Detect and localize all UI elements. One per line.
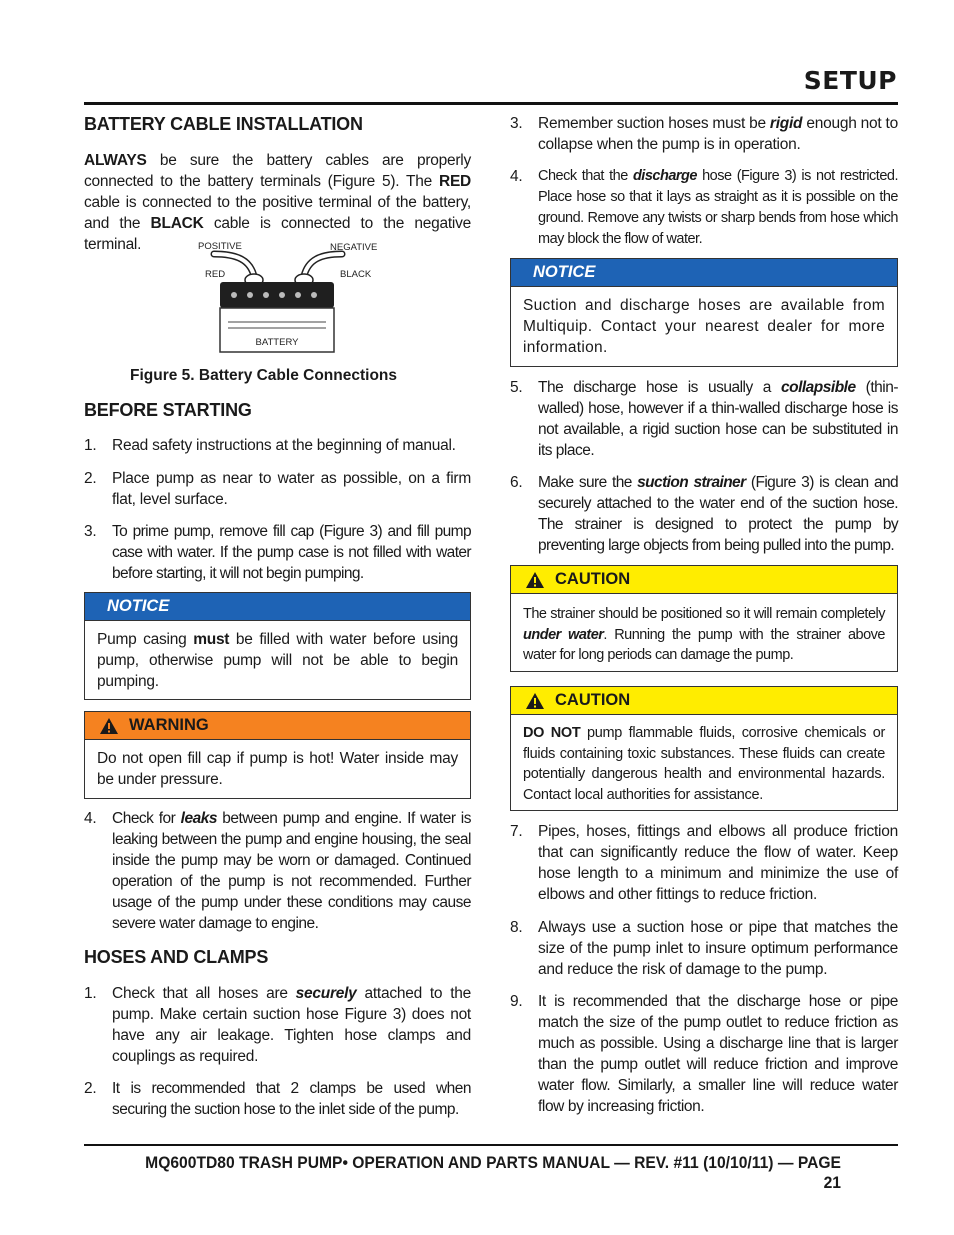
list-text: It is recommended that the discharge hose or pipe match the size of the pump outlet to reduce friction as much as possible. Using a discharge line that is larger than the pump outlet will reduce friction and improve water flow. Similarly, a smaller line will reduce water flow by increasing friction. xyxy=(538,993,898,1115)
list-number: 7. xyxy=(510,823,523,840)
notice-text-1: Pump casing xyxy=(97,631,194,648)
figure-black-label: BLACK xyxy=(340,269,372,280)
r3-text-1: Remember suction hoses must be xyxy=(538,115,770,132)
r6-text-2: (Figure 3) is clean and securely attached to the water end of the suction hose. The strainer is designed to protect the pump by preventing large objects from being pulled into the pump. xyxy=(538,474,899,554)
list-item xyxy=(84,1078,471,1120)
list-text xyxy=(538,472,898,556)
caution-text xyxy=(511,715,897,805)
figure-battery-label: BATTERY xyxy=(255,337,299,348)
list-text: To prime pump, remove fill cap (Figure 3) and fill pump case with water. If the pump case is not filled with water before starting, it will not begin pumping. xyxy=(112,523,471,582)
figure-negative-label: NEGATIVE xyxy=(330,242,378,253)
list-item xyxy=(510,917,898,980)
list-item xyxy=(84,983,471,1067)
list-number: 5. xyxy=(510,379,523,396)
list-item xyxy=(510,166,898,250)
list-number: 1. xyxy=(84,985,97,1002)
list-number: 9. xyxy=(510,993,523,1010)
caution-label: CAUTION xyxy=(555,691,631,709)
battery-figure xyxy=(192,238,378,356)
notice-label: NOTICE xyxy=(511,259,897,287)
warning-label: WARNING xyxy=(129,716,209,734)
list-text: Place pump as near to water as possible, on a firm flat, level surface. xyxy=(112,470,471,508)
list-item xyxy=(510,991,898,1117)
footer-rule xyxy=(84,1144,898,1146)
list-number: 8. xyxy=(510,919,523,936)
list-item xyxy=(510,377,898,461)
hose1-text-1: Check that all hoses are xyxy=(112,985,296,1002)
warning-text: Do not open fill cap if pump is hot! Water inside may be under pressure. xyxy=(97,750,458,788)
list-number: 2. xyxy=(84,470,97,487)
r6-emphasis: suction strainer xyxy=(637,474,746,491)
list-number: 1. xyxy=(84,437,97,454)
r5-emphasis: collapsible xyxy=(780,379,856,396)
notice-bold: must xyxy=(193,631,230,648)
caution-text xyxy=(511,594,897,666)
always-text: ALWAYS xyxy=(84,152,147,169)
notice-text-2: be filled with water before using pump, otherwise pump will not be able to begin pumping. xyxy=(97,631,458,690)
item4-text-1: Check for xyxy=(112,810,181,827)
list-text xyxy=(538,377,898,461)
warning-bar xyxy=(85,712,470,740)
list-item xyxy=(510,113,898,155)
hose1-emphasis: securely xyxy=(295,985,357,1002)
r4-text-2: hose (Figure 3) is not restricted. Place hose so that it lays as straight as it is possible on the ground. Remove any twists or sharp bends from hose which may block the flow of water. xyxy=(538,168,898,247)
header-rule xyxy=(84,102,898,105)
battery-text-1: be sure the battery cables are properly connected to the battery terminals (Figure 5). The xyxy=(84,152,471,190)
caution2-text: pump flammable fluids, corrosive chemicals or fluids containing toxic substances. These fluids can create potentially dangerous health and environmental hazards. Contact local authorities for assistance. xyxy=(523,725,885,803)
list-text xyxy=(112,983,471,1067)
notice-label: NOTICE xyxy=(85,593,470,621)
battery-cable-heading: BATTERY CABLE INSTALLATION xyxy=(84,114,363,134)
notice-box xyxy=(510,258,898,367)
caution1-emphasis: under water xyxy=(523,626,604,643)
list-item xyxy=(84,808,471,934)
hose1-text-2: attached to the pump. Make certain suction hose Figure 3) does not have any air leakage. Tighten hose clamps and couplings as required. xyxy=(112,985,471,1065)
warning-box xyxy=(84,711,471,799)
r6-text-1: Make sure the xyxy=(538,474,638,491)
list-item xyxy=(84,521,471,584)
figure-caption: Figure 5. Battery Cable Connections xyxy=(130,367,397,384)
caution1-text-1: The strainer should be positioned so it will remain completely xyxy=(523,606,885,622)
list-number: 4. xyxy=(510,168,523,185)
page-footer: MQ600TD80 TRASH PUMP• OPERATION AND PARTS MANUAL — REV. #11 (10/10/11) — PAGE 21 xyxy=(145,1153,841,1192)
list-number: 3. xyxy=(510,115,523,132)
battery-text-3: cable is connected to the negative terminal. xyxy=(84,215,471,253)
item4-emphasis: leaks xyxy=(180,810,217,827)
list-text: Always use a suction hose or pipe that matches the size of the pump inlet to insure optimum performance and reduce the risk of damage to the pump. xyxy=(538,919,898,978)
battery-text-2: cable is connected to the positive terminal of the battery, and the xyxy=(84,194,471,232)
list-text xyxy=(538,113,898,155)
before-starting-heading: BEFORE STARTING xyxy=(84,400,252,420)
notice-text xyxy=(85,621,470,692)
list-number: 4. xyxy=(84,810,97,827)
caution2-bold: DO NOT xyxy=(523,725,581,741)
list-item xyxy=(510,821,898,905)
r4-text-1: Check that the xyxy=(538,168,633,184)
notice-box xyxy=(84,592,471,700)
caution-label: CAUTION xyxy=(555,570,631,588)
red-text: RED xyxy=(439,173,471,190)
list-text xyxy=(112,808,471,934)
list-number: 3. xyxy=(84,523,97,540)
r4-emphasis: discharge xyxy=(632,168,697,184)
list-text xyxy=(538,166,898,250)
r3-text-2: enough not to collapse when the pump is in operation. xyxy=(538,115,898,153)
r5-text-2: (thin-walled) hose, however if a thin-walled discharge hose is not available, a rigid suction hose can be substituted in its place. xyxy=(538,379,898,459)
warning-icon xyxy=(525,692,545,710)
caution-box xyxy=(510,565,898,672)
list-text: It is recommended that 2 clamps be used when securing the suction hose to the inlet side of the pump. xyxy=(112,1080,471,1118)
black-text: BLACK xyxy=(150,215,204,232)
warning-icon xyxy=(99,717,119,735)
list-number: 6. xyxy=(510,474,523,491)
list-item xyxy=(510,472,898,556)
hoses-clamps-heading: HOSES AND CLAMPS xyxy=(84,947,269,967)
caution-bar xyxy=(511,566,897,594)
caution1-text-2: . Running the pump with the strainer above water for long periods can damage the pump. xyxy=(523,626,885,663)
page-title: SETUP xyxy=(803,66,897,95)
item4-text-2: between pump and engine. If water is leaking between the pump and engine housing, the seal inside the pump may be worn or damaged. Continued operation of the pump is not recommended. Further usage of the pump under these conditions may cause severe water damage to engine. xyxy=(112,810,471,932)
warning-icon xyxy=(525,571,545,589)
r3-emphasis: rigid xyxy=(769,115,803,132)
r5-text-1: The discharge hose is usually a xyxy=(538,379,781,396)
list-text: Pipes, hoses, fittings and elbows all produce friction that can significantly reduce the flow of water. Keep hose length to a minimum and minimize the use of elbows and other fittings to reduce friction. xyxy=(538,823,898,903)
list-item xyxy=(84,468,471,510)
list-item xyxy=(84,435,471,456)
notice-text: Suction and discharge hoses are available from Multiquip. Contact your nearest dealer for more information. xyxy=(523,297,885,356)
figure-red-label: RED xyxy=(205,269,226,280)
list-text: Read safety instructions at the beginning of manual. xyxy=(112,437,456,454)
figure-positive-label: POSITIVE xyxy=(198,241,242,252)
caution-bar xyxy=(511,687,897,715)
caution-box xyxy=(510,686,898,811)
list-number: 2. xyxy=(84,1080,97,1097)
